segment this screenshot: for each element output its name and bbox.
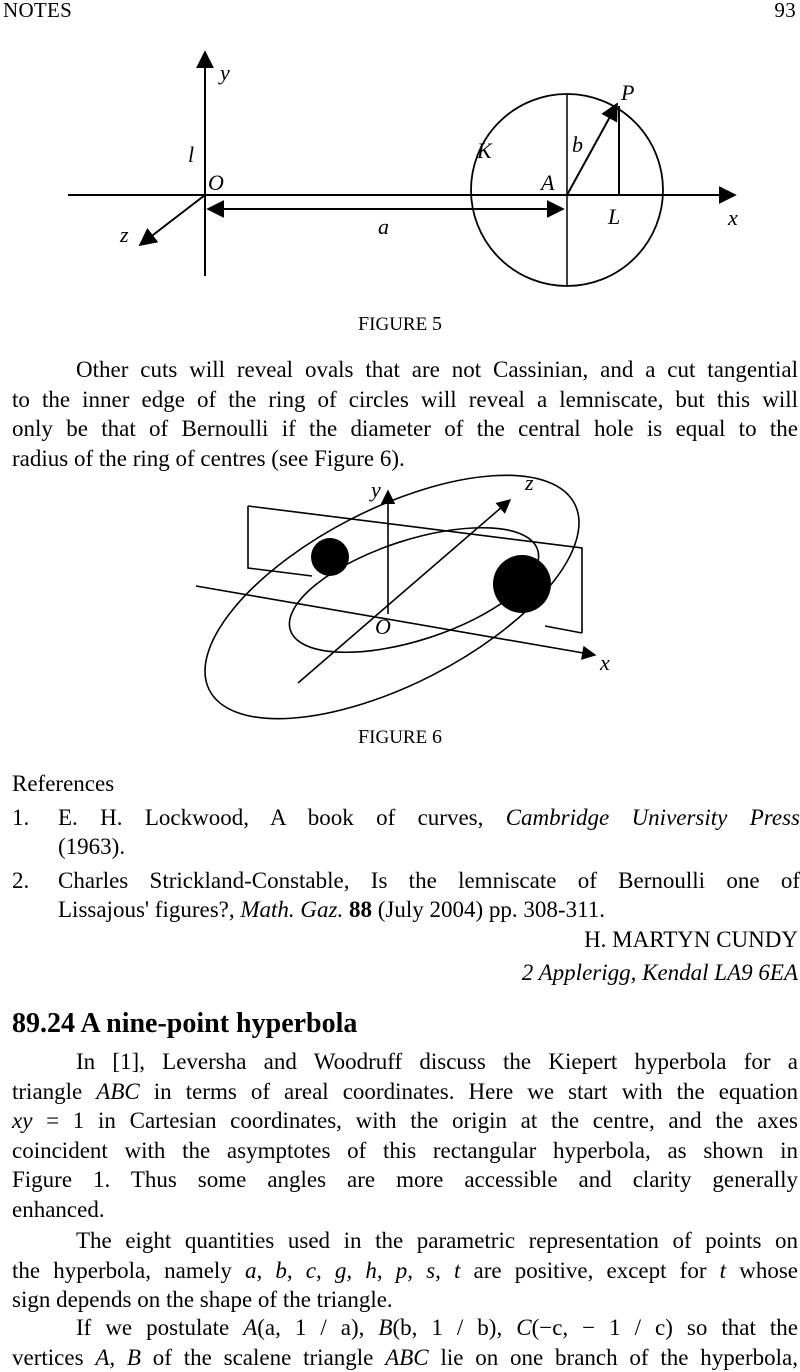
label-O: O [208, 170, 224, 195]
label-y: y [220, 60, 230, 85]
label-L: L [608, 204, 621, 229]
author-address: 2 Applerigg, Kendal LA9 6EA [521, 960, 798, 985]
small-filled-circle [311, 538, 349, 576]
label-b: b [572, 132, 583, 157]
fig6-label-z: z [525, 470, 534, 495]
running-header-title: NOTES [3, 0, 73, 22]
figure-5-diagram [0, 40, 800, 300]
label-l: l [188, 142, 195, 167]
fig6-z-axis [298, 500, 510, 683]
paragraph-1: Other cuts will reveal ovals that are not Cassinian, and a cut tangential to the inner edge of the ring of circles will reveal a lemniscate, but this will only be that of Bernoulli if the diameter of the central hole is equal to the radius of the ring of centres (see Figure 6). [12, 357, 798, 471]
label-K: K [477, 138, 492, 163]
cut-plane-bottom-edge [545, 626, 582, 633]
page-number: 93 [774, 0, 796, 22]
figure-6-caption: FIGURE 6 [358, 726, 442, 748]
paragraph-4: If we postulate A(a, 1 / a), B(b, 1 / b), C(−c, − 1 / c) so that the vertices A, B of the scalene triangle ABC lie on one branch of the hyperbola, [12, 1315, 799, 1370]
fig6-label-x: x [600, 650, 610, 675]
label-x: x [728, 205, 738, 230]
fig6-label-y: y [371, 477, 381, 502]
author-name: H. MARTYN CUNDY [584, 927, 798, 952]
paragraph-2: In [1], Leversha and Woodruff discuss the Kiepert hyperbola for a triangle ABC in terms of areal coordinates. Here we start with the equation xy = 1 in Cartesian coordinates, with the origin at the centre, and the axes coincident with the asymptotes of this rectangular hyperbola, as shown in Figure 1. Thus some angles are more accessible and clarity generally enhanced. [12, 1049, 798, 1222]
large-filled-circle [493, 555, 551, 613]
fig6-label-O: O [375, 614, 391, 639]
references-heading: References [12, 771, 115, 796]
label-z: z [120, 222, 129, 247]
paragraph-3: The eight quantities used in the parametric representation of points on the hyperbola, namely a, b, c, g, h, p, s, t are positive, except for t whose sign depends on the shape of the triangle. [12, 1228, 798, 1312]
figure-6-diagram [0, 470, 800, 720]
z-axis-line [140, 195, 205, 245]
label-P: P [621, 80, 635, 105]
label-A: A [541, 170, 555, 195]
label-a: a [378, 214, 389, 239]
reference-2: 2. Charles Strickland-Constable, Is the lemniscate of Bernoulli one of Lissajous' figures?, Math. Gaz. 88 (July 2004) pp. 308-311. [12, 868, 800, 922]
figure-5-caption: FIGURE 5 [358, 313, 442, 335]
reference-1: 1. E. H. Lockwood, A book of curves, Cambridge University Press (1963). [12, 805, 800, 859]
cut-plane-left-edge [248, 506, 312, 576]
section-title: 89.24 A nine-point hyperbola [12, 1008, 358, 1039]
